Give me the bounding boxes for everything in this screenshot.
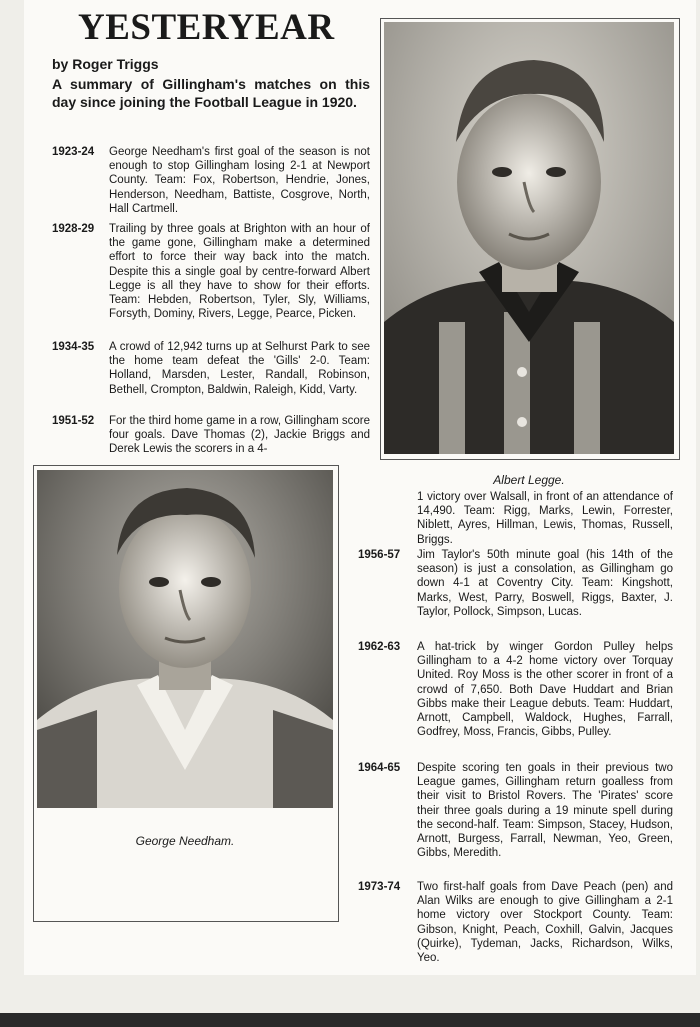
page-title: YESTERYEAR [78,7,335,48]
entry-1956-57 [358,548,673,619]
entry-year: 1928-29 [52,223,95,235]
george-needham-photo [37,470,333,808]
entry-year: 1973-74 [358,881,401,893]
entry-text: Jim Taylor's 50th minute goal (his 14th of the season) is just a consolation, as Gillingham go down 4-1 at Coventry City. Team: Kingshott, Marks, West, Parry, Boswell, Riggs, Baxter, J. Taylor, Pollock, Simpson, Lucas. [417,549,673,618]
entry-year: 1923-24 [52,146,95,158]
entry-text: For the third home game in a row, Gillingham score four goals. Dave Thomas (2), Jackie Briggs and Derek Lewis the scorers in a 4- [109,415,370,456]
entry-1964-65 [358,761,673,860]
byline: by Roger Triggs [52,56,159,72]
entry-1973-74 [358,880,673,965]
george-needham-portrait-icon [37,470,333,808]
summary: A summary of Gillingham's matches on this day since joining the Football League in 1920. [52,76,370,110]
entry-text: 1 victory over Walsall, in front of an attendance of 14,490. Team: Rigg, Marks, Lewin, Forrester, Niblett, Ayres, Hillman, Lewis, Thomas, Russell, Briggs. [417,491,673,546]
entry-1962-63 [358,640,673,739]
albert-legge-portrait-icon [384,22,674,454]
albert-legge-photo [384,22,674,454]
bottom-edge [0,1013,700,1027]
caption-albert-legge: Albert Legge. [493,473,565,487]
entry-text: Trailing by three goals at Brighton with an hour of the game gone, Gillingham make a determined effort to force their way back into the match. Despite this a single goal by centre-forward Albert Legge is all they have to show for their efforts. Team: Hebden, Robertson, Tyler, Sly, Williams, Forsyth, Dominy, Rivers, Legge, Pearce, Picken. [109,223,370,321]
entry-year: 1934-35 [52,341,95,353]
entry-text: George Needham's first goal of the season is not enough to stop Gillingham losing 2-1 at Newport County. Team: Fox, Robertson, Hendrie, Jones, Henderson, Needham, Battiste, Cosgrove, North, Hall Cartmell. [109,146,370,215]
entry-1923-24 [52,145,370,216]
entry-text: Two first-half goals from Dave Peach (pen) and Alan Wilks are enough to give Gillingham a 2-1 home victory over Stockport County. Team: Gibson, Knight, Peach, Coxhill, Galvin, Jacques (Quirke), Tydeman, Jacks, Richardson, Wilks, Yeo. [417,881,673,965]
entry-year: 1962-63 [358,641,401,653]
entry-text: A hat-trick by winger Gordon Pulley helps Gillingham to a 4-2 home victory over Torquay United. Roy Moss is the other scorer in front of a crowd of 7,650. Both Dave Huddart and Brian Gibbs make their League debuts. Team: Huddart, Arnott, Campbell, Waldock, Hughes, Farrall, Godfrey, Moss, Francis, Gibbs, Pulley. [417,641,673,739]
entry-year: 1964-65 [358,762,401,774]
entry-year: 1951-52 [52,415,95,427]
entry-1951-52 [52,414,370,457]
entry-text: Despite scoring ten goals in their previous two League games, Gillingham return goalless from their visit to Bristol Rovers. The 'Pirates' score their three goals during a 19 minute spell during the second-half. Team: Simpson, Stacey, Hudson, Arnott, Burgess, Farrall, Newman, Yeo, Green, Gibbs, Meredith. [417,762,673,860]
entry-1951-52-continued [417,490,673,547]
entry-1934-35 [52,340,370,397]
caption-george-needham: George Needham. [135,834,235,848]
entry-year: 1956-57 [358,549,401,561]
entry-text: A crowd of 12,942 turns up at Selhurst Park to see the home team defeat the 'Gills' 2-0. Team: Holland, Marsden, Lester, Randall, Robinson, Bethell, Crompton, Baldwin, Raleigh, Kidd, Varty. [109,341,370,396]
entry-1928-29 [52,222,370,321]
